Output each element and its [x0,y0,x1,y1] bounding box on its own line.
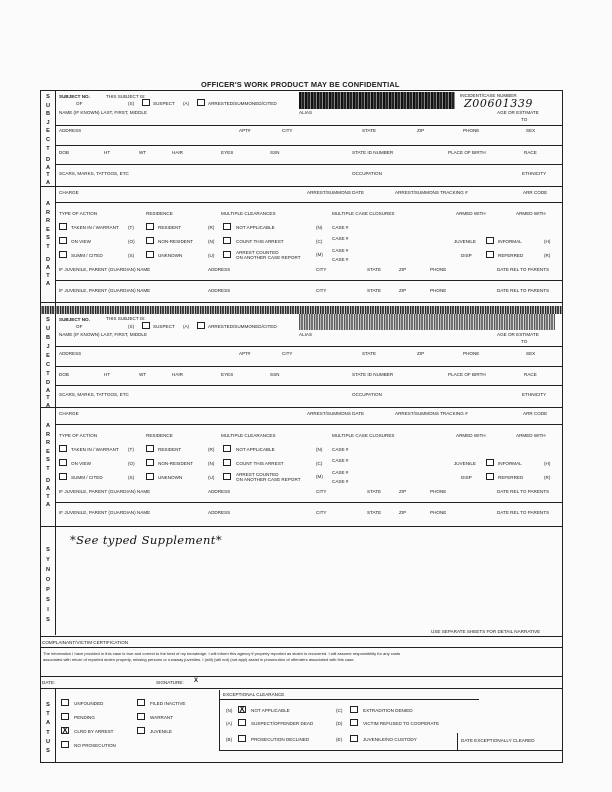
state-id-label: STATE ID NUMBER [352,150,394,155]
age-estimate-label-2: AGE OR ESTIMATE [497,332,539,337]
juvenile-label-2: JUVENILE [454,461,476,466]
row-line [55,280,562,281]
redacted-block-2 [299,314,555,330]
unfounded-checkbox[interactable] [61,699,69,706]
taken-in-checkbox-2[interactable] [59,445,67,452]
extradition-denied-label: EXTRADITION DENIED [363,708,413,713]
b-status-code: (B) [226,737,233,742]
occupation-label-2: OCCUPATION [352,392,382,397]
dob-label-2: DOB [59,372,69,377]
date-rel-label-3: DATE REL TO PARENTS [497,489,550,494]
victim-refused-label: VICTIM REFUSED TO COOPERATE [363,721,440,726]
r-code-disp-2: (R) [544,475,551,480]
place-of-birth-label-2: PLACE OF BIRTH [448,372,486,377]
row-line [55,202,562,203]
case-no-label-2b: CASE # [332,458,349,463]
form-bottom-border [40,762,563,763]
row-line [40,647,563,648]
ssn-label: SSN [270,150,280,155]
tracking-label: ARREST/SUMMONS TRACKING # [395,190,468,195]
eyes-label-2: EYES [221,372,234,377]
s-code-label: (S) [128,101,135,106]
u-code-2: (U) [208,475,215,480]
t-code: (T) [128,225,134,230]
unknown-checkbox[interactable] [146,251,154,258]
certification-text-line2: associated with return of reported stolen property, missing persons or runaway juveniles. I (will) (will not) (not appl) assist in prosecution of offenders associated with this case. [43,657,355,662]
parent-zip-label-3: ZIP [399,489,407,494]
sex-label: SEX [526,128,536,133]
redacted-block [299,92,455,109]
row-line [55,502,562,503]
juvenile-custody-label: JUVENILE/NO CUSTODY [363,737,417,742]
arrested-checkbox[interactable] [197,99,205,106]
date-cleared-border [457,733,458,750]
form-title: OFFICER'S WORK PRODUCT MAY BE CONFIDENTIAL [201,80,400,89]
juvenile-status-checkbox[interactable] [137,727,145,734]
unknown-checkbox-2[interactable] [146,473,154,480]
resident-label: RESIDENT [158,225,182,230]
summ-cited-label: SUMM / CITED [71,253,103,258]
date-rel-label-2: DATE REL TO PARENTS [497,288,550,293]
row-line [55,424,562,425]
armed-with-label-4: ARMED WITH [516,433,546,438]
informal-label: INFORMAL [498,239,522,244]
row-line [55,125,562,126]
type-of-action-label-2: TYPE OF ACTION [59,433,98,438]
arrested-checkbox-2[interactable] [197,322,205,329]
on-view-checkbox[interactable] [59,237,67,244]
parent-city-label-2: CITY [316,288,327,293]
side-label-arrest-1: A R R E S T [45,201,51,250]
form-top-border [40,90,563,91]
parent-name-label-2: IF JUVENILE, PARENT (GUARDIAN) NAME [59,288,151,293]
not-applicable-status-label: NOT APPLICABLE [251,708,290,713]
on-view-label: ON VIEW [71,239,91,244]
suspect-checkbox[interactable] [142,99,150,106]
m-code-2: (M) [316,474,323,479]
parent-address-label-2: ADDRESS [208,288,231,293]
exceptional-clearance-label: EXCEPTIONAL CLEARANCE [223,692,285,697]
summ-cited-checkbox-2[interactable] [59,473,67,480]
armed-with-label-1: ARMED WITH [456,211,486,216]
case-no-label-2d: CASE # [332,479,349,484]
victim-refused-checkbox[interactable] [350,719,358,726]
ht-label-2: HT [104,372,111,377]
t-code-2: (T) [128,447,134,452]
date-rel-label-4: DATE REL TO PARENTS [497,510,550,515]
multiple-clearances-label-2: MULTIPLE CLEARANCES [221,433,276,438]
date-label: DATE: [42,680,56,685]
arrest-counted-label-2a: ARREST COUNTED [236,472,279,477]
zip-label: ZIP [417,128,425,133]
of-label-2: OF [76,324,83,329]
h-code: (H) [544,239,551,244]
scan-artifact-strip [40,306,562,314]
juvenile-label: JUVENILE [454,239,476,244]
ssn-label-2: SSN [270,372,280,377]
type-of-action-label: TYPE OF ACTION [59,211,98,216]
case-no-label-c: CASE # [332,248,349,253]
multiple-case-closures-label-2: MULTIPLE CASE CLOSURES [332,433,395,438]
alias-label: ALIAS [299,110,313,115]
suspect-dead-checkbox[interactable] [238,719,246,726]
r-code: (R) [208,225,215,230]
charge-label-2: CHARGE [59,411,79,416]
state-id-label-2: STATE ID NUMBER [352,372,394,377]
parent-city-label-3: CITY [316,489,327,494]
case-no-label-2a: CASE # [332,447,349,452]
count-this-checkbox[interactable] [223,237,231,244]
count-this-checkbox-2[interactable] [223,459,231,466]
arrest-counted-label-1: ARREST COUNTED [236,250,279,255]
age-to-label-2: TO [521,339,528,344]
certification-text-line1: The information I have provided in this case is true and correct to the best of my knowledge. I will inform this agency if property reported as stolen is recovered. I will assume responsibility for any costs [43,651,401,656]
filed-inactive-checkbox[interactable] [137,699,145,706]
resident-checkbox-2[interactable] [146,445,154,452]
zip-label-2: ZIP [417,351,425,356]
parent-zip-label-2: ZIP [399,288,407,293]
parent-phone-label-4: PHONE [430,510,447,515]
s-code-2: (S) [128,475,135,480]
juvenile-custody-checkbox[interactable] [350,735,358,742]
case-no-label-a: CASE # [332,225,349,230]
not-applicable-label: NOT APPLICABLE [236,225,275,230]
signature-label: SIGNATURE: [156,680,184,685]
age-to-label: TO [521,117,528,122]
arrest-counted-label-2: ON ANOTHER CASE REPORT [236,255,301,260]
no-prosecution-checkbox[interactable] [61,741,69,748]
parent-phone-label-3: PHONE [430,489,447,494]
r-code-disp: (R) [544,253,551,258]
status-side-border [55,688,56,762]
residence-label-2: RESIDENCE [146,433,173,438]
charge-label: CHARGE [59,190,79,195]
s-code-label-2: (S) [128,324,135,329]
subject-no-label-2: SUBJECT NO. [59,317,90,322]
d-status-code: (D) [336,721,343,726]
side-label-status: S T A T U S [45,702,51,754]
c-code-2: (C) [316,461,323,466]
parent-zip-label: ZIP [399,267,407,272]
r-code-2: (R) [208,447,215,452]
non-resident-label: NON-RESIDENT [158,239,193,244]
parent-phone-label-2: PHONE [430,288,447,293]
a-code-label-2: (A) [183,324,190,329]
ethnicity-label: ETHNICITY [522,171,547,176]
separate-sheets-note: USE SEPARATE SHEETS FOR DETAIL NARRATIVE [431,629,541,634]
parent-state-label-4: STATE [367,510,382,515]
no-prosecution-label: NO PROSECUTION [74,743,116,748]
scars-label: SCARS, MARKS, TATTOOS, ETC [59,171,129,176]
unknown-label-2: UNKNOWN [158,475,183,480]
h-code-2: (H) [544,461,551,466]
arrest-date-label: ARREST/SUMMONS DATE [307,190,365,195]
subject-no-label: SUBJECT NO. [59,94,90,99]
non-resident-label-2: NON-RESIDENT [158,461,193,466]
warrant-label: WARRANT [150,715,174,720]
section-line [40,688,563,689]
arrest-counted-label-2b: ON ANOTHER CASE REPORT [236,477,301,482]
taken-in-checkbox[interactable] [59,223,67,230]
parent-city-label: CITY [316,267,327,272]
suspect-dead-label: SUSPECT/OFFENDER DEAD [251,721,314,726]
address-label-2: ADDRESS [59,351,82,356]
parent-zip-label-4: ZIP [399,510,407,515]
arrested-label-2: ARRESTED/SUMMONED/CITED [208,324,277,329]
clrd-by-arrest-check-mark: X [62,726,68,735]
form-left-border [40,90,41,762]
wt-label-2: WT [139,372,147,377]
case-no-label-d: CASE # [332,257,349,262]
non-resident-checkbox[interactable] [146,237,154,244]
arrested-label: ARRESTED/SUMMONED/CITED [208,101,277,106]
date-rel-label: DATE REL TO PARENTS [497,267,550,272]
parent-state-label-3: STATE [367,489,382,494]
prosecution-declined-label: PROSECUTION DECLINED [251,737,310,742]
armed-with-label-2: ARMED WITH [516,211,546,216]
section-line [40,186,563,187]
age-estimate-label: AGE OR ESTIMATE [497,110,539,115]
residence-label: RESIDENCE [146,211,173,216]
row-line [40,676,563,677]
e-status-code: (E) [336,737,343,742]
arrest-date-label-2: ARREST/SUMMONS DATE [307,411,365,416]
referred-label-2: REFERRED [498,475,524,480]
disp-label-2: DISP [461,475,472,480]
race-label: RACE [524,150,537,155]
side-label-subject-1: S U B J E C T [45,94,51,152]
name-label: NAME (IF KNOWN) LAST, FIRST, MIDDLE [59,110,148,115]
phone-label: PHONE [463,128,480,133]
of-label: OF [76,101,83,106]
parent-name-label-4: IF JUVENILE, PARENT (GUARDIAN) NAME [59,510,151,515]
informal-checkbox[interactable] [486,237,494,244]
suspect-label-2: SUSPECT [153,324,175,329]
form-right-border [562,90,563,762]
case-number-value: Z00601339 [464,97,534,110]
warrant-checkbox[interactable] [137,713,145,720]
row-line [55,346,562,347]
side-label-synopsis: S Y N O P S I S [45,547,51,623]
n-code-res-2: (N) [208,461,215,466]
section-line [40,407,563,408]
prosecution-declined-checkbox[interactable] [238,735,246,742]
tracking-label-2: ARREST/SUMMONS TRACKING # [395,411,468,416]
parent-state-label-2: STATE [367,288,382,293]
count-this-label-2: COUNT THIS ARREST [236,461,284,466]
a-code-label: (A) [183,101,190,106]
o-code: (O) [128,239,135,244]
apt-label: APT# [239,128,251,133]
arrest-counted-checkbox-2[interactable] [223,473,231,480]
unknown-label: UNKNOWN [158,253,183,258]
signature-x[interactable]: X [194,678,199,684]
dob-label: DOB [59,150,69,155]
section-line [40,302,563,303]
n-code-2: (N) [316,447,323,452]
on-view-label-2: ON VIEW [71,461,91,466]
side-label-data-1: D A T A [45,157,51,186]
side-label-data-2: D A T A [45,380,51,409]
on-view-checkbox-2[interactable] [59,459,67,466]
filed-inactive-label: FILED INACTIVE [150,701,186,706]
side-label-arrest-2: A R R E S T [45,423,51,472]
name-label-2: NAME (IF KNOWN) LAST, FIRST, MIDDLE [59,332,148,337]
certification-title: COMPLAINANT/VICTIM CERTIFICATION [42,640,129,645]
pending-checkbox[interactable] [61,713,69,720]
informal-checkbox-2[interactable] [486,459,494,466]
side-label-data-arrest-2: D A T A [45,478,51,508]
ht-label: HT [104,150,111,155]
race-label-2: RACE [524,372,537,377]
n-code: (N) [316,225,323,230]
scars-label-2: SCARS, MARKS, TATTOOS, ETC [59,392,129,397]
c-code: (C) [316,239,323,244]
side-label-subject-2: S U B J E C T [45,317,51,377]
parent-address-label-3: ADDRESS [208,489,231,494]
case-number-label: INCIDENT/CASE NUMBER [460,93,517,98]
resident-checkbox[interactable] [146,223,154,230]
status-bottom-line [219,750,563,751]
juvenile-status-label: JUVENILE [150,729,172,734]
place-of-birth-label: PLACE OF BIRTH [448,150,486,155]
taken-in-label-2: TAKEN IN / WARRANT [71,447,119,452]
n-status-code: (N) [226,708,233,713]
parent-phone-label: PHONE [430,267,447,272]
taken-in-label: TAKEN IN / WARRANT [71,225,119,230]
occupation-label: OCCUPATION [352,171,382,176]
arr-code-label-2: ARR CODE [523,411,548,416]
referred-checkbox[interactable] [486,251,494,258]
extradition-denied-checkbox[interactable] [350,706,358,713]
phone-label-2: PHONE [463,351,480,356]
non-resident-checkbox-2[interactable] [146,459,154,466]
address-label: ADDRESS [59,128,82,133]
date-cleared-label: DATE EXCEPTIONALLY CLEARED [461,738,535,743]
n-code-res: (N) [208,239,215,244]
suspect-label: SUSPECT [153,101,175,106]
suspect-checkbox-2[interactable] [142,322,150,329]
multiple-case-closures-label: MULTIPLE CASE CLOSURES [332,211,395,216]
eyes-label: EYES [221,150,234,155]
row-line [55,385,562,386]
synopsis-handwritten-note: *See typed Supplement* [70,533,222,547]
state-label: STATE [362,128,377,133]
clrd-by-arrest-label: CLRD BY ARREST [74,729,114,734]
sex-label-2: SEX [526,351,536,356]
not-applicable-check-mark: X [239,705,245,714]
pending-label: PENDING [74,715,95,720]
alias-label-2: ALIAS [299,332,313,337]
resident-label-2: RESIDENT [158,447,182,452]
row-line [55,164,562,165]
hair-label: HAIR [172,150,183,155]
hair-label-2: HAIR [172,372,183,377]
section-line [40,636,563,637]
state-label-2: STATE [362,351,377,356]
not-applicable-checkbox-2[interactable] [223,445,231,452]
c-status-code: (C) [336,708,343,713]
summ-cited-label-2: SUMM / CITED [71,475,103,480]
city-label-2: CITY [282,351,293,356]
disp-label: DISP [461,253,472,258]
this-subject-is-label: THIS SUBJECT IS: [106,94,146,99]
side-label-data-arrest-1: D A T A [45,257,51,287]
not-applicable-label-2: NOT APPLICABLE [236,447,275,452]
exceptional-heading-line [219,699,479,700]
city-label: CITY [282,128,293,133]
referred-checkbox-2[interactable] [486,473,494,480]
parent-state-label: STATE [367,267,382,272]
not-applicable-checkbox[interactable] [223,223,231,230]
unfounded-label: UNFOUNDED [74,701,104,706]
s-code: (S) [128,253,135,258]
this-subject-is-label-2: THIS SUBJECT IS: [106,316,146,321]
u-code: (U) [208,253,215,258]
case-no-label-2c: CASE # [332,470,349,475]
informal-label-2: INFORMAL [498,461,522,466]
side-label-column-border [55,90,56,635]
apt-label-2: APT# [239,351,251,356]
parent-name-label: IF JUVENILE, PARENT (GUARDIAN) NAME [59,267,151,272]
row-line [55,366,562,367]
parent-city-label-4: CITY [316,510,327,515]
row-line [55,145,562,146]
parent-name-label-3: IF JUVENILE, PARENT (GUARDIAN) NAME [59,489,151,494]
summ-cited-checkbox[interactable] [59,251,67,258]
a-status-code: (A) [226,721,233,726]
wt-label: WT [139,150,147,155]
ethnicity-label-2: ETHNICITY [522,392,547,397]
o-code-2: (O) [128,461,135,466]
arrest-counted-checkbox[interactable] [223,251,231,258]
parent-address-label: ADDRESS [208,267,231,272]
referred-label: REFERRED [498,253,524,258]
count-this-label: COUNT THIS ARREST [236,239,284,244]
m-code: (M) [316,252,323,257]
multiple-clearances-label: MULTIPLE CLEARANCES [221,211,276,216]
case-no-label-b: CASE # [332,236,349,241]
section-line [40,526,563,527]
arr-code-label: ARR CODE [523,190,548,195]
parent-address-label-4: ADDRESS [208,510,231,515]
armed-with-label-3: ARMED WITH [456,433,486,438]
